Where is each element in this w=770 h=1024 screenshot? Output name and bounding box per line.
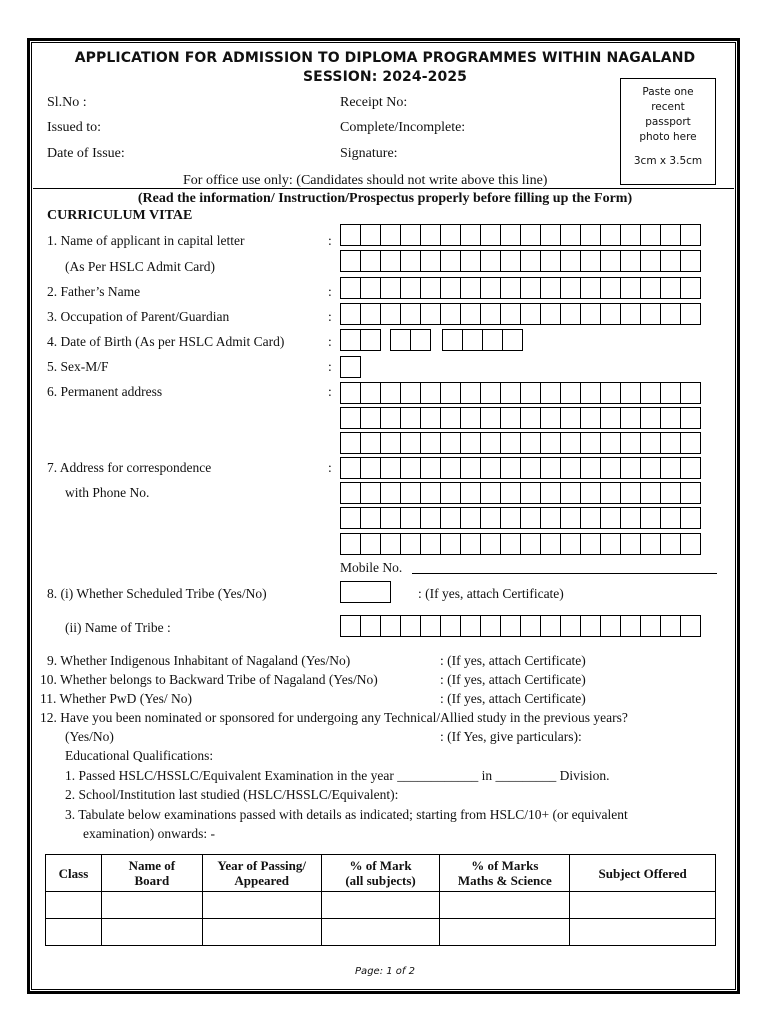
table-cell[interactable]: [46, 919, 102, 946]
table-row: [46, 919, 716, 946]
mobile-line[interactable]: [412, 573, 717, 574]
field-phone-note: with Phone No.: [65, 485, 150, 500]
receipt-no-label: Receipt No:: [340, 95, 408, 110]
edu-item-3-cont: examination) onwards: -: [83, 826, 215, 841]
colon: :: [328, 334, 332, 349]
table-cell[interactable]: [101, 919, 202, 946]
q12-note: : (If Yes, give particulars):: [440, 729, 582, 744]
col-board-line2: Board: [134, 873, 170, 888]
col-percent-ms: [440, 855, 570, 892]
q12-label: 12. Have you been nominated or sponsored for undergoing any Technical/Allied study in the previous years?: [40, 710, 628, 725]
dob-year-boxes[interactable]: [442, 329, 523, 351]
col-board-line1: Name of: [128, 858, 176, 873]
colon: :: [328, 359, 332, 374]
session-title: SESSION: 2024-2025: [302, 69, 468, 85]
col-board: [101, 855, 202, 892]
edu-item-1: 1. Passed HSLC/HSSLC/Equivalent Examination in the year ____________ in _________ Division.: [65, 768, 610, 783]
photo-size: 3cm x 3.5cm: [633, 155, 703, 167]
table-cell[interactable]: [46, 892, 102, 919]
q9-label: 9. Whether Indigenous Inhabitant of Nagaland (Yes/No): [47, 653, 351, 668]
form-title: APPLICATION FOR ADMISSION TO DIPLOMA PROGRAMMES WITHIN NAGALAND: [74, 50, 696, 66]
colon: :: [328, 460, 332, 475]
st-yesno-box[interactable]: [340, 581, 391, 603]
table-cell[interactable]: [440, 892, 570, 919]
table-cell[interactable]: [321, 892, 440, 919]
complete-label: Complete/Incomplete:: [340, 120, 466, 135]
permanent-address-boxes-2[interactable]: [340, 407, 701, 429]
mobile-label: Mobile No.: [340, 560, 403, 575]
col-percent-all-line1: % of Mark: [349, 858, 412, 873]
father-boxes[interactable]: [340, 277, 701, 299]
colon: :: [328, 284, 332, 299]
table-cell[interactable]: [202, 919, 321, 946]
correspondence-boxes-1[interactable]: [340, 457, 701, 479]
field-name-label: 1. Name of applicant in capital letter: [47, 233, 245, 248]
field-name-note: (As Per HSLC Admit Card): [65, 259, 215, 274]
col-class: Class: [46, 855, 102, 892]
tribe-boxes[interactable]: [340, 615, 701, 637]
permanent-address-boxes-1[interactable]: [340, 382, 701, 404]
col-subject: Subject Offered: [570, 855, 716, 892]
colon: :: [328, 309, 332, 324]
table-row: [46, 892, 716, 919]
sl-no-label: Sl.No :: [47, 95, 87, 110]
q12-yesno: (Yes/No): [65, 729, 114, 744]
correspondence-boxes-3[interactable]: [340, 507, 701, 529]
dob-month-boxes[interactable]: [390, 329, 431, 351]
col-percent-all: [321, 855, 440, 892]
education-table: [45, 854, 716, 946]
permanent-address-boxes-3[interactable]: [340, 432, 701, 454]
colon: :: [328, 233, 332, 248]
photo-text-2: recent: [651, 101, 685, 113]
page-number: Page: 1 of 2: [355, 966, 415, 977]
col-percent-all-line2: (all subjects): [345, 873, 416, 888]
field-st-label: 8. (i) Whether Scheduled Tribe (Yes/No): [47, 586, 267, 601]
field-tribe-label: (ii) Name of Tribe :: [65, 620, 171, 635]
field-permanent-address-label: 6. Permanent address: [47, 384, 163, 399]
table-cell[interactable]: [570, 892, 716, 919]
col-percent-ms-line1: % of Marks: [471, 858, 539, 873]
q9-note: : (If yes, attach Certificate): [440, 653, 586, 668]
field-correspondence-label: 7. Address for correspondence: [47, 460, 212, 475]
edu-item-2: 2. School/Institution last studied (HSLC/HSSLC/Equivalent):: [65, 787, 399, 802]
occupation-boxes[interactable]: [340, 303, 701, 325]
photo-box[interactable]: [620, 78, 716, 185]
col-year-line1: Year of Passing/: [217, 858, 306, 873]
st-certificate-note: : (If yes, attach Certificate): [418, 586, 564, 601]
name-boxes-1[interactable]: [340, 224, 701, 246]
field-occupation-label: 3. Occupation of Parent/Guardian: [47, 309, 230, 324]
col-year: [202, 855, 321, 892]
q10-note: : (If yes, attach Certificate): [440, 672, 586, 687]
signature-label: Signature:: [340, 146, 398, 161]
colon: :: [328, 384, 332, 399]
office-divider: [33, 188, 734, 189]
col-percent-ms-line2: Maths & Science: [457, 873, 552, 888]
edu-item-3: 3. Tabulate below examinations passed with details as indicated; starting from HSLC/10+ (or equivalent: [65, 807, 628, 822]
photo-text-3: passport: [645, 116, 691, 128]
field-sex-label: 5. Sex-M/F: [47, 359, 109, 374]
table-header-row: [46, 855, 716, 892]
cv-heading: CURRICULUM VITAE: [47, 208, 193, 223]
col-year-line2: Appeared: [234, 873, 290, 888]
sex-box[interactable]: [340, 356, 361, 378]
correspondence-boxes-2[interactable]: [340, 482, 701, 504]
office-use-note: For office use only: (Candidates should not write above this line): [183, 173, 548, 188]
q10-label: 10. Whether belongs to Backward Tribe of Nagaland (Yes/No): [40, 672, 378, 687]
field-father-label: 2. Father’s Name: [47, 284, 141, 299]
photo-text-1: Paste one: [642, 86, 694, 98]
issued-to-label: Issued to:: [47, 120, 102, 135]
q11-label: 11. Whether PwD (Yes/ No): [40, 691, 192, 706]
correspondence-boxes-4[interactable]: [340, 533, 701, 555]
table-cell[interactable]: [101, 892, 202, 919]
table-cell[interactable]: [440, 919, 570, 946]
table-cell[interactable]: [321, 919, 440, 946]
name-boxes-2[interactable]: [340, 250, 701, 272]
edu-heading: Educational Qualifications:: [65, 748, 214, 763]
q11-note: : (If yes, attach Certificate): [440, 691, 586, 706]
instruction-note: (Read the information/ Instruction/Prospectus properly before filling up the Form): [137, 191, 633, 206]
table-cell[interactable]: [202, 892, 321, 919]
field-dob-label: 4. Date of Birth (As per HSLC Admit Card): [47, 334, 285, 349]
photo-text-4: photo here: [639, 131, 697, 143]
dob-day-boxes[interactable]: [340, 329, 381, 351]
table-cell[interactable]: [570, 919, 716, 946]
date-of-issue-label: Date of Issue:: [47, 146, 125, 161]
